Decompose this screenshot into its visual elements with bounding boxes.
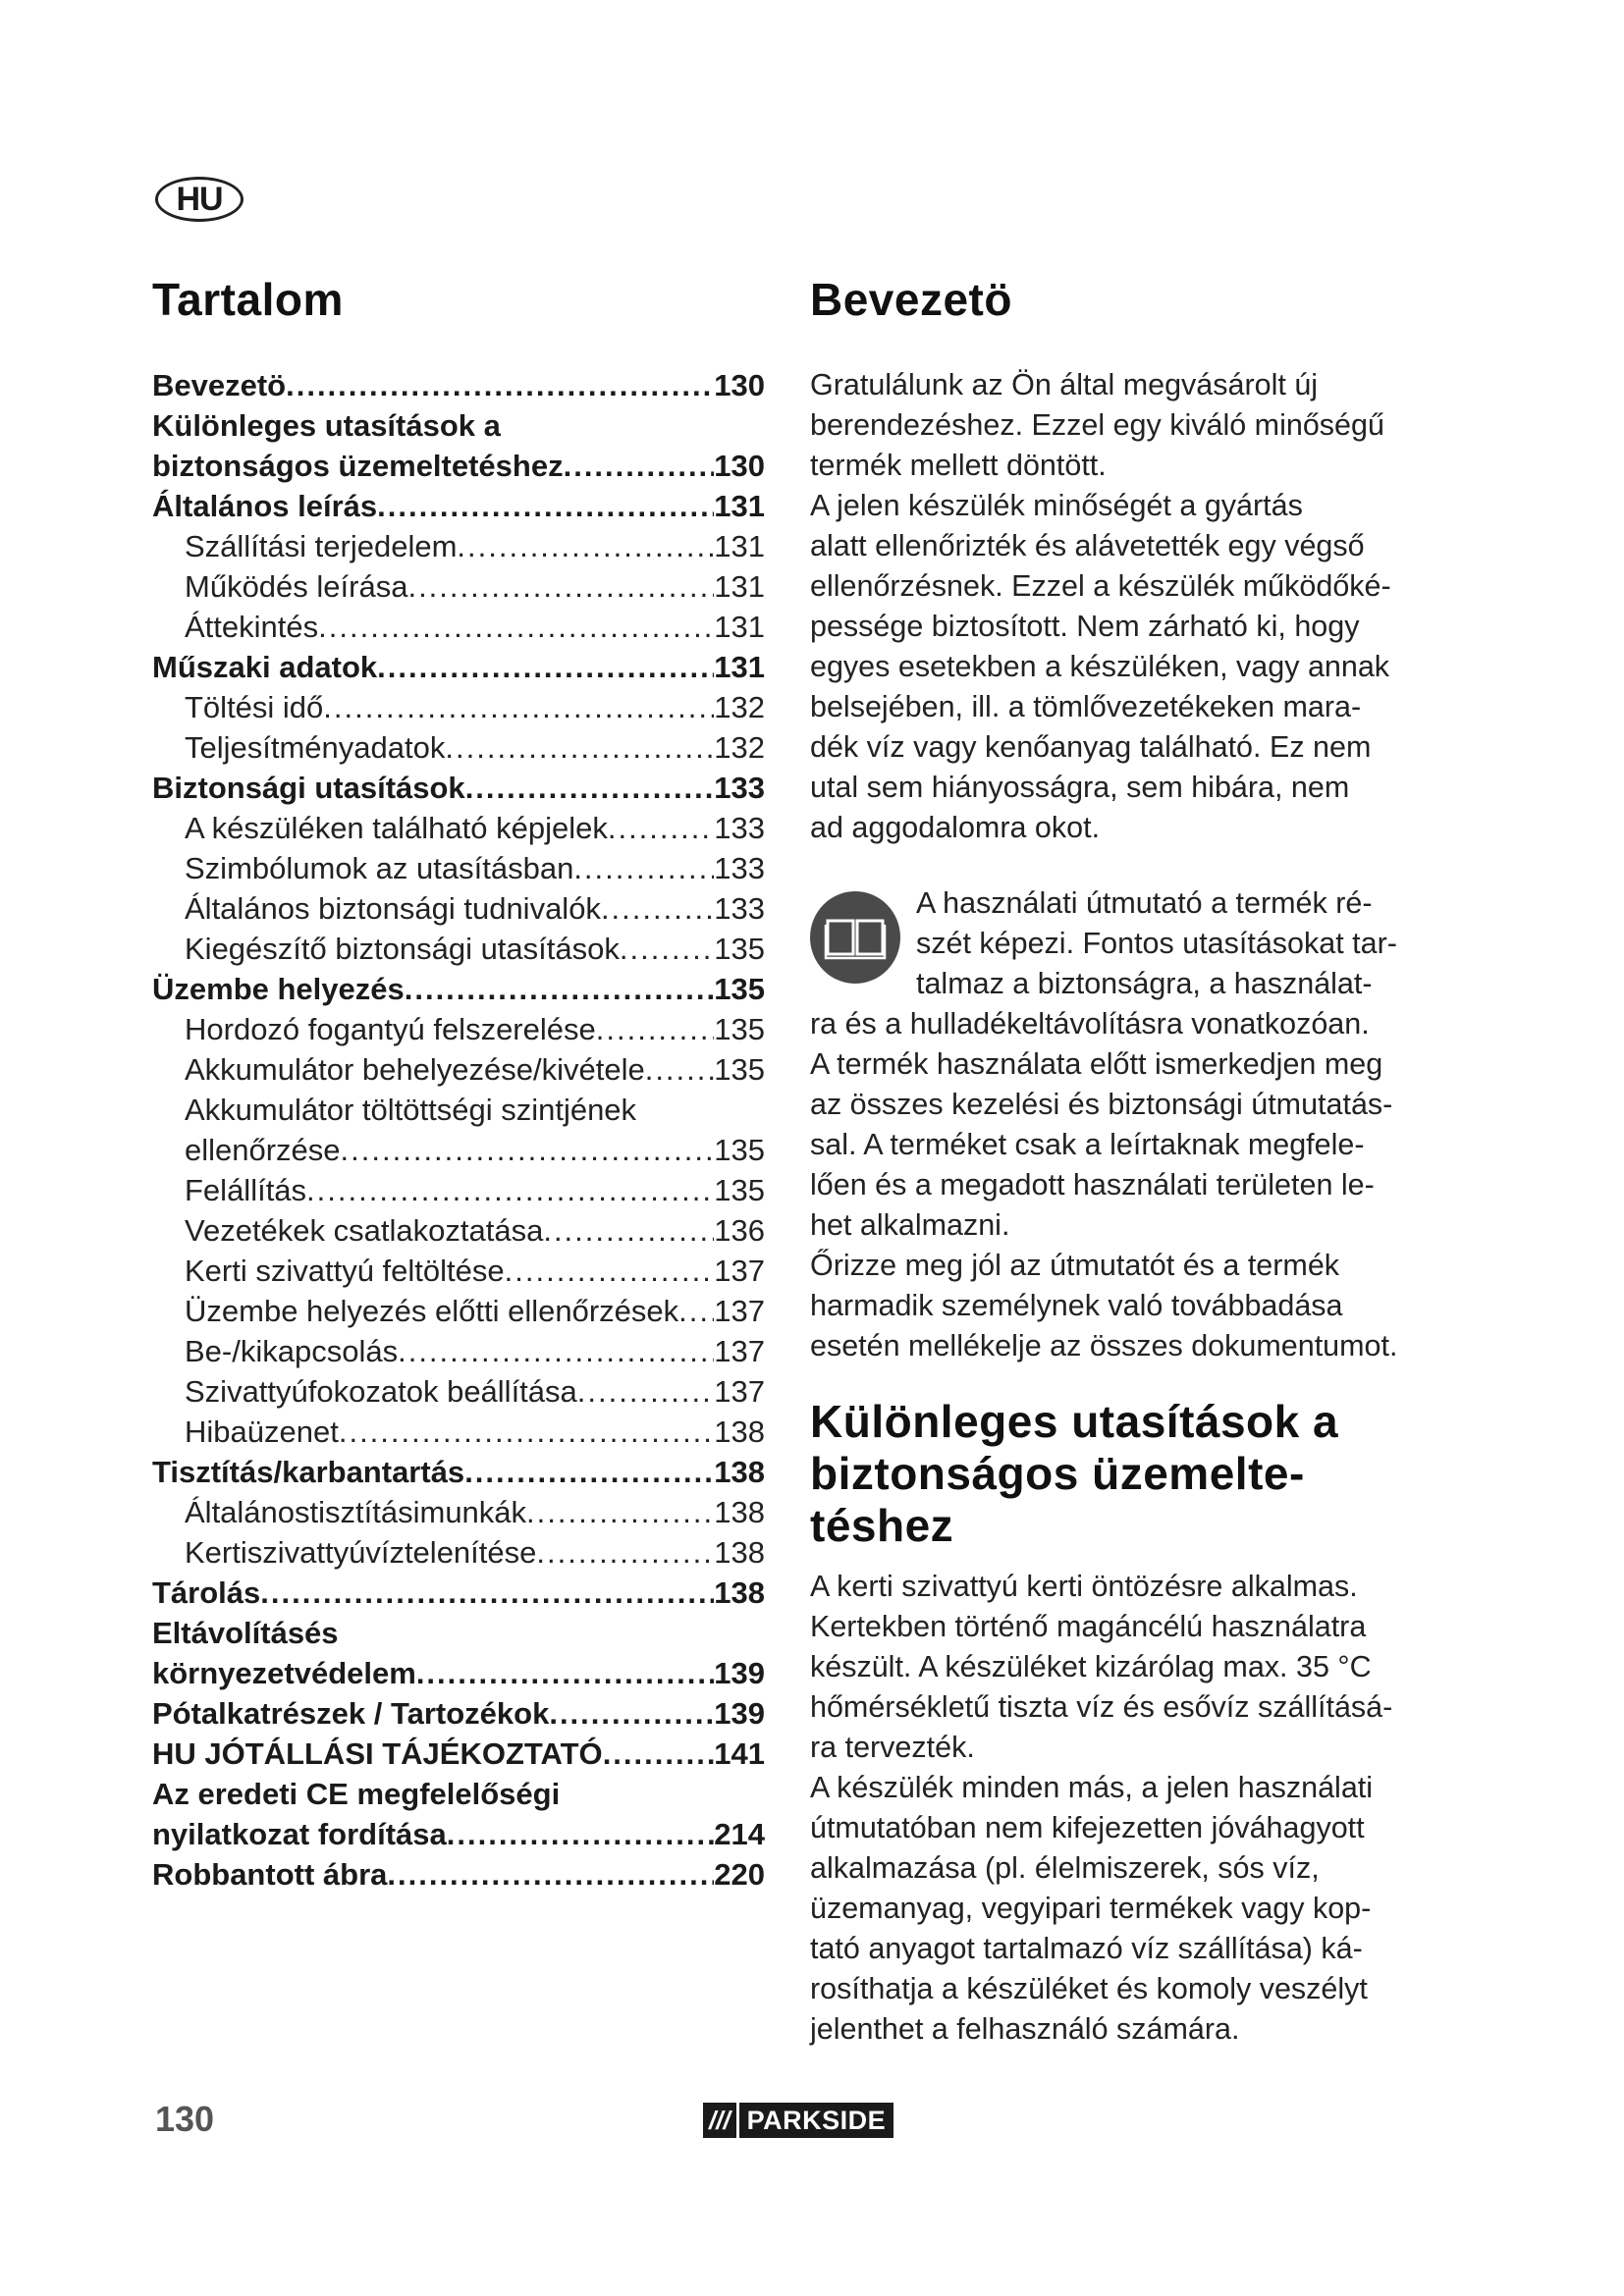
intro-title: Bevezetö [810, 274, 1012, 325]
text-line: Kertekben történő magáncélú használatra [810, 1610, 1367, 1643]
toc-entry-label: Általánostisztításimunkák [185, 1495, 527, 1529]
toc-entry[interactable] [152, 687, 765, 727]
text-line: rosíthatja a készüléket és komoly veszélyt [810, 1972, 1368, 2005]
toc-entry-label: Biztonsági utasítások [152, 771, 465, 805]
toc-entry-page: 133 [714, 771, 765, 805]
toc-entry[interactable] [152, 888, 765, 929]
title-line: téshez [810, 1500, 954, 1551]
book-icon [810, 891, 900, 984]
toc-dot-leader [318, 607, 714, 647]
toc-entry-label: környezetvédelem [152, 1656, 416, 1690]
toc-entry[interactable] [152, 1130, 765, 1170]
toc-dot-leader [577, 1371, 714, 1412]
toc-entry-page: 135 [714, 932, 765, 966]
toc-entry-label: Üzembe helyezés [152, 972, 405, 1006]
toc-entry-page: 137 [714, 1254, 765, 1288]
toc-entry[interactable] [152, 1291, 765, 1331]
table-of-contents [152, 365, 765, 1895]
toc-dot-leader [407, 566, 714, 607]
toc-dot-leader [286, 365, 714, 405]
toc-entry[interactable] [152, 647, 765, 687]
toc-dot-leader [573, 848, 714, 888]
language-badge: HU [155, 177, 244, 222]
toc-entry[interactable] [152, 1210, 765, 1251]
manual-note-continued [810, 1004, 1397, 1366]
text-line: A készülék minden más, a jelen használati [810, 1771, 1374, 1804]
toc-entry-label: Kertiszivattyúvíztelenítése [185, 1535, 537, 1570]
toc-entry-label: Kerti szivattyú feltöltése [185, 1254, 505, 1288]
toc-entry-page: 137 [714, 1294, 765, 1328]
toc-entry-page: 137 [714, 1374, 765, 1409]
toc-entry[interactable] [152, 1049, 765, 1090]
text-line: útmutatóban nem kifejezetten jóváhagyott [810, 1811, 1365, 1844]
toc-entry-label: A készüléken található képjelek [185, 811, 608, 845]
toc-entry[interactable] [152, 727, 765, 768]
toc-title: Tartalom [152, 274, 344, 325]
toc-dot-leader [601, 888, 714, 929]
toc-dot-leader [678, 1291, 714, 1331]
toc-entry-page: 138 [714, 1415, 765, 1449]
toc-entry-label: Szállítási terjedelem [185, 529, 458, 563]
toc-dot-leader [398, 1331, 714, 1371]
text-line: alatt ellenőrizték és alávetették egy végső [810, 529, 1365, 562]
toc-dot-leader [323, 687, 714, 727]
toc-entry-label: Teljesítményadatok [185, 730, 446, 765]
toc-dot-leader [416, 1653, 714, 1693]
toc-entry-page: 133 [714, 891, 765, 926]
toc-entry-label: biztonságos üzemeltetéshez [152, 449, 564, 483]
toc-entry-page: 136 [714, 1213, 765, 1248]
text-line: A termék használata előtt ismerkedjen meg [810, 1047, 1383, 1081]
toc-entry-label: Szivattyúfokozatok beállítása [185, 1374, 577, 1409]
toc-entry-page: 135 [714, 1012, 765, 1046]
text-line: pessége biztosított. Nem zárható ki, hogy [810, 610, 1360, 643]
toc-entry-label: nyilatkozat fordítása [152, 1817, 447, 1851]
toc-entry[interactable] [152, 1734, 765, 1774]
toc-entry-page: 131 [714, 650, 765, 684]
title-line: Különleges utasítások a [810, 1396, 1339, 1447]
toc-entry[interactable] [152, 1653, 765, 1693]
toc-entry[interactable] [152, 1371, 765, 1412]
text-line: dék víz vagy kenőanyag található. Ez nem [810, 730, 1372, 764]
text-line: talmaz a biztonságra, a használat- [916, 967, 1373, 1000]
toc-entry-page: 131 [714, 610, 765, 644]
toc-entry[interactable] [152, 969, 765, 1009]
toc-entry-page: 139 [714, 1696, 765, 1731]
toc-entry-page: 132 [714, 690, 765, 724]
text-line: alkalmazása (pl. élelmiszerek, sós víz, [810, 1851, 1320, 1885]
toc-entry-label: Bevezetö [152, 368, 287, 402]
toc-entry-label: ellenőrzése [185, 1133, 341, 1167]
toc-dot-leader [608, 808, 714, 848]
toc-dot-leader [341, 1130, 715, 1170]
text-line: belsejében, ill. a tömlővezetékeken mara- [810, 690, 1362, 723]
logo-slashes: /// [703, 2103, 736, 2138]
toc-entry-page: 131 [714, 569, 765, 604]
text-line: A használati útmutató a termék ré- [916, 886, 1373, 920]
toc-entry[interactable] [152, 929, 765, 969]
toc-entry-label: Különleges utasítások a [152, 408, 501, 443]
toc-dot-leader [549, 1693, 714, 1734]
toc-entry[interactable] [152, 1331, 765, 1371]
toc-entry[interactable] [152, 768, 765, 808]
toc-entry-label: Általános leírás [152, 489, 378, 523]
text-line: szét képezi. Fontos utasításokat tar- [916, 927, 1397, 960]
text-line: esetén mellékelje az összes dokumentumot. [810, 1329, 1398, 1362]
toc-entry-label: Hibaüzenet [185, 1415, 339, 1449]
toc-entry-label: Szimbólumok az utasításban [185, 851, 574, 885]
toc-entry-label: Akkumulátor behelyezése/kivétele [185, 1052, 645, 1087]
toc-dot-leader [447, 1814, 715, 1854]
toc-entry[interactable] [152, 1532, 765, 1573]
toc-entry[interactable] [152, 1854, 765, 1895]
toc-entry-page: 135 [714, 1133, 765, 1167]
toc-entry-label: Általános biztonsági tudnivalók [185, 891, 601, 926]
safety-section-title [810, 1396, 1338, 1552]
toc-entry-label: Hordozó fogantyú felszerelése [185, 1012, 596, 1046]
toc-entry[interactable] [152, 486, 765, 526]
toc-dot-leader [387, 1854, 714, 1895]
text-line: harmadik személynek való továbbadása [810, 1289, 1343, 1322]
toc-entry-page: 138 [714, 1575, 765, 1610]
toc-entry-label: Pótalkatrészek / Tartozékok [152, 1696, 550, 1731]
toc-dot-leader [596, 1009, 715, 1049]
text-line: ad aggodalomra okot. [810, 811, 1101, 844]
text-line: egyes esetekben a készüléken, vagy annak [810, 650, 1390, 683]
toc-entry[interactable] [152, 808, 765, 848]
toc-entry-label: Be-/kikapcsolás [185, 1334, 399, 1368]
toc-entry[interactable] [152, 1492, 765, 1532]
toc-entry-label: Műszaki adatok [152, 650, 378, 684]
toc-dot-leader [457, 526, 714, 566]
toc-entry-label: Vezetékek csatlakoztatása [185, 1213, 544, 1248]
toc-entry-label: Akkumulátor töltöttségi szintjének [185, 1093, 637, 1127]
toc-entry[interactable] [152, 405, 765, 446]
toc-entry-page: 132 [714, 730, 765, 765]
parkside-logo [703, 2103, 893, 2138]
toc-entry[interactable] [152, 1573, 765, 1613]
toc-dot-leader [260, 1573, 714, 1613]
text-line: A kerti szivattyú kerti öntözésre alkalmas. [810, 1570, 1358, 1603]
toc-entry-label: Robbantott ábra [152, 1857, 388, 1892]
toc-entry-label: Üzembe helyezés előtti ellenőrzések [185, 1294, 679, 1328]
text-line: A jelen készülék minőségét a gyártás [810, 489, 1303, 522]
toc-entry[interactable] [152, 1814, 765, 1854]
toc-dot-leader [377, 647, 714, 687]
toc-dot-leader [620, 929, 714, 969]
text-line: jelenthet a felhasználó számára. [810, 2012, 1240, 2046]
toc-entry[interactable] [152, 1090, 765, 1130]
toc-entry-page: 138 [714, 1455, 765, 1489]
toc-dot-leader [536, 1532, 714, 1573]
toc-entry[interactable] [152, 365, 765, 405]
toc-entry-page: 135 [714, 1052, 765, 1087]
toc-entry-page: 130 [714, 368, 765, 402]
toc-entry-label: Az eredeti CE megfelelőségi [152, 1777, 561, 1811]
toc-entry[interactable] [152, 566, 765, 607]
toc-entry[interactable] [152, 1613, 765, 1653]
toc-entry-page: 138 [714, 1535, 765, 1570]
toc-dot-leader [306, 1170, 714, 1210]
toc-entry-label: Töltési idő [185, 690, 324, 724]
toc-entry-page: 220 [714, 1857, 765, 1892]
intro-paragraph [810, 365, 1391, 848]
toc-entry-page: 131 [714, 489, 765, 523]
toc-entry-page: 214 [714, 1817, 765, 1851]
toc-entry-label: HU JÓTÁLLÁSI TÁJÉKOZTATÓ [152, 1736, 603, 1771]
toc-entry-label: Felállítás [185, 1173, 307, 1207]
text-line: tató anyagot tartalmazó víz szállítása) ká- [810, 1932, 1363, 1965]
text-line: utal sem hiányosságra, sem hibára, nem [810, 771, 1350, 804]
toc-entry[interactable] [152, 1009, 765, 1049]
toc-dot-leader [505, 1251, 715, 1291]
toc-entry[interactable] [152, 1412, 765, 1452]
toc-dot-leader [465, 768, 715, 808]
text-line: ellenőrzésnek. Ezzel a készülék működőké- [810, 569, 1391, 603]
text-line: Őrizze meg jól az útmutatót és a termék [810, 1249, 1340, 1282]
toc-entry-page: 137 [714, 1334, 765, 1368]
text-line: hőmérsékletű tiszta víz és esővíz szállításá- [810, 1690, 1393, 1724]
toc-entry-page: 141 [714, 1736, 765, 1771]
text-line: termék mellett döntött. [810, 449, 1107, 482]
toc-entry-page: 130 [714, 449, 765, 483]
toc-dot-leader [564, 446, 715, 486]
toc-entry-label: Működés leírása [185, 569, 408, 604]
text-line: sal. A terméket csak a leírtaknak megfele- [810, 1128, 1365, 1161]
toc-entry-page: 139 [714, 1656, 765, 1690]
toc-entry-label: Tárolás [152, 1575, 261, 1610]
text-line: ra és a hulladékeltávolításra vonatkozóan. [810, 1007, 1370, 1041]
toc-dot-leader [339, 1412, 714, 1452]
toc-dot-leader [405, 969, 715, 1009]
text-line: üzemanyag, vegyipari termékek vagy kop- [810, 1892, 1372, 1925]
toc-dot-leader [377, 486, 714, 526]
toc-dot-leader [464, 1452, 714, 1492]
toc-entry[interactable] [152, 526, 765, 566]
logo-name: PARKSIDE [739, 2103, 894, 2138]
toc-entry[interactable] [152, 848, 765, 888]
toc-dot-leader [645, 1049, 715, 1090]
toc-entry-page: 133 [714, 811, 765, 845]
toc-entry[interactable] [152, 1452, 765, 1492]
toc-entry-page: 133 [714, 851, 765, 885]
text-line: berendezéshez. Ezzel egy kiváló minőségű [810, 408, 1384, 442]
toc-dot-leader [543, 1210, 714, 1251]
manual-note-paragraph [916, 883, 1397, 1004]
text-line: ra tervezték. [810, 1731, 975, 1764]
title-line: biztonságos üzemelte- [810, 1448, 1305, 1499]
text-line: az összes kezelési és biztonsági útmutatás- [810, 1088, 1393, 1121]
toc-entry-page: 135 [714, 972, 765, 1006]
toc-entry[interactable] [152, 1170, 765, 1210]
safety-paragraph [810, 1567, 1392, 2050]
toc-dot-leader [526, 1492, 714, 1532]
toc-entry[interactable] [152, 1693, 765, 1734]
toc-entry[interactable] [152, 1774, 765, 1814]
text-line: Gratulálunk az Ön által megvásárolt új [810, 368, 1319, 401]
toc-entry-label: Kiegészítő biztonsági utasítások [185, 932, 620, 966]
toc-entry-label: Eltávolításés [152, 1616, 339, 1650]
toc-entry-page: 131 [714, 529, 765, 563]
page-number: 130 [155, 2099, 215, 2139]
toc-entry[interactable] [152, 446, 765, 486]
text-line: het alkalmazni. [810, 1208, 1010, 1242]
toc-entry-label: Tisztítás/karbantartás [152, 1455, 465, 1489]
text-line: lően és a megadott használati területen le- [810, 1168, 1375, 1201]
toc-dot-leader [445, 727, 714, 768]
toc-entry-page: 135 [714, 1173, 765, 1207]
toc-entry[interactable] [152, 1251, 765, 1291]
toc-entry-page: 138 [714, 1495, 765, 1529]
toc-dot-leader [603, 1734, 715, 1774]
text-line: készült. A készüléket kizárólag max. 35 °C [810, 1650, 1372, 1683]
toc-entry[interactable] [152, 607, 765, 647]
toc-entry-label: Áttekintés [185, 610, 319, 644]
